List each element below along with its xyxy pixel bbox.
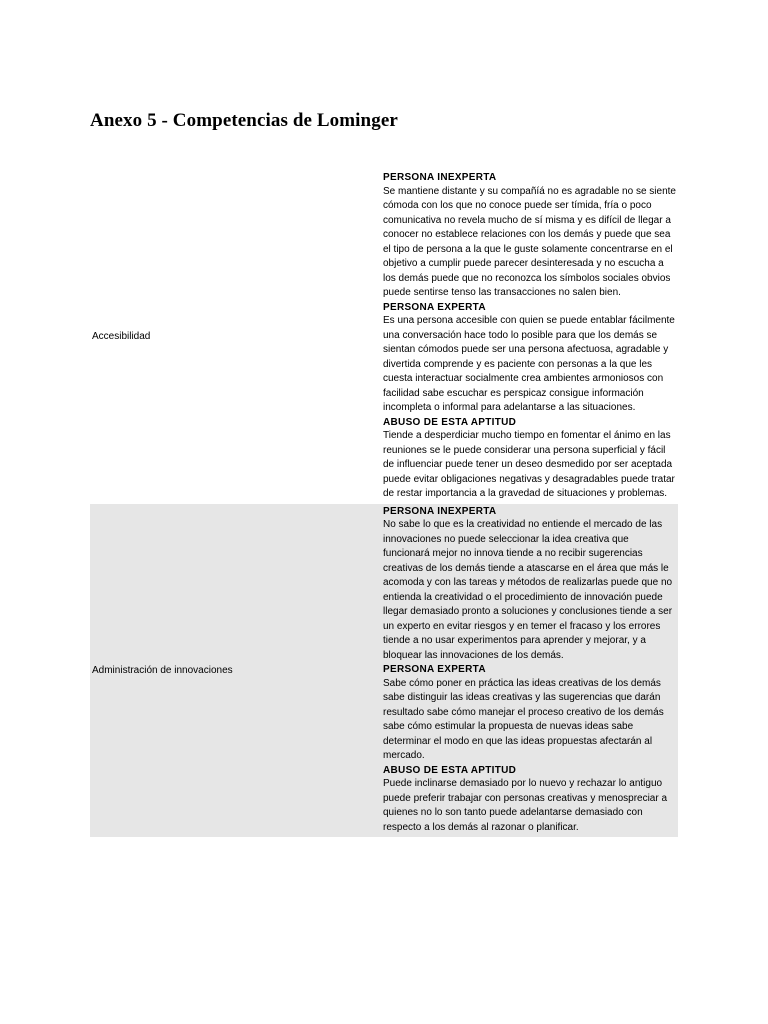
competencies-table: [90, 170, 678, 837]
competency-name: Accesibilidad: [92, 331, 151, 343]
section-text: Se mantiene distante y su compañíá no es agradable no se siente cómoda con los que no conoce puede ser tímida, fría o poco comunicativa no revela mucho de sí misma y es difícil de llegar a conocer no establece relaciones con los demás y puede que sea el tipo de persona a la que le guste solamente concentrarse en el objetivo a cumplir puede parecer desinteresada y no escucha a los demás puede que no reconozca los símbolos sociales obvios puede sentirse tenso las transacciones no salen bien.: [383, 185, 676, 298]
competency-name: Administración de innovaciones: [92, 664, 233, 676]
section-heading: PERSONA INEXPERTA: [383, 172, 497, 183]
table-row: [90, 170, 678, 504]
competency-description: [381, 170, 678, 504]
section-text: Puede inclinarse demasiado por lo nuevo y rechazar lo antiguo puede preferir trabajar con personas creativas y menospreciar a quienes no lo son tanto puede adelantarse demasiado con respecto a los demás al razonar o planificar.: [383, 778, 668, 833]
section-heading: PERSONA INEXPERTA: [383, 505, 497, 517]
section-heading: ABUSO DE ESTA APTITUD: [383, 416, 517, 428]
table-row: [90, 504, 678, 838]
competency-description: [381, 504, 678, 838]
section-heading: PERSONA EXPERTA: [383, 664, 486, 675]
section-heading: PERSONA EXPERTA: [383, 301, 486, 313]
section-text: Tiende a desperdiciar mucho tiempo en fomentar el ánimo en las reuniones se le puede considerar una persona superficial y fácil de influenciar puede tener un deseo desmedido por ser aceptada puede evitar obligaciones negativas y desagradables puede tratar de restar importancia a la gravedad de situaciones y problemas.: [383, 430, 675, 499]
section-text: Es una persona accesible con quien se puede entablar fácilmente una conversación hace todo lo posible para que los demás se sientan cómodos puede ser una persona afectuosa, agradable y divertida comprende y es paciente con personas a la que les cuesta interactuar socialmente crea ambientes armoniosos con facilidad sabe escuchar es perspicaz consigue información incompleta o informal para adelantarse a las situaciones.: [383, 315, 675, 413]
page-title: Anexo 5 - Competencias de Lominger: [90, 110, 398, 131]
section-heading: ABUSO DE ESTA APTITUD: [383, 764, 517, 776]
section-text: Sabe cómo poner en práctica las ideas creativas de los demás sabe distinguir las ideas creativas y las sugerencias que darán resultado sabe cómo manejar el proceso creativo de los demás sabe cómo estimular la propuesta de nuevas ideas sabe determinar el modo en que las ideas propuestas afectarán al mercado.: [383, 677, 664, 761]
section-text: No sabe lo que es la creatividad no entiende el mercado de las innovaciones no puede seleccionar la idea creativa que funcionará mejor no innova tiende a no recibir sugerencias creativas de los demás tiende a atascarse en el área que más le acomoda y con las tareas y métodos de realizarlas puede que no entienda la creatividad o el procedimiento de innovación puede llegar demasiado pronto a soluciones y conclusiones tiende a ser un experto en evitar riesgos y en temer el fracaso y los errores tiende a no usar experimentos para aprender y mejorar, y a bloquear las innovaciones de los demás.: [383, 519, 673, 661]
